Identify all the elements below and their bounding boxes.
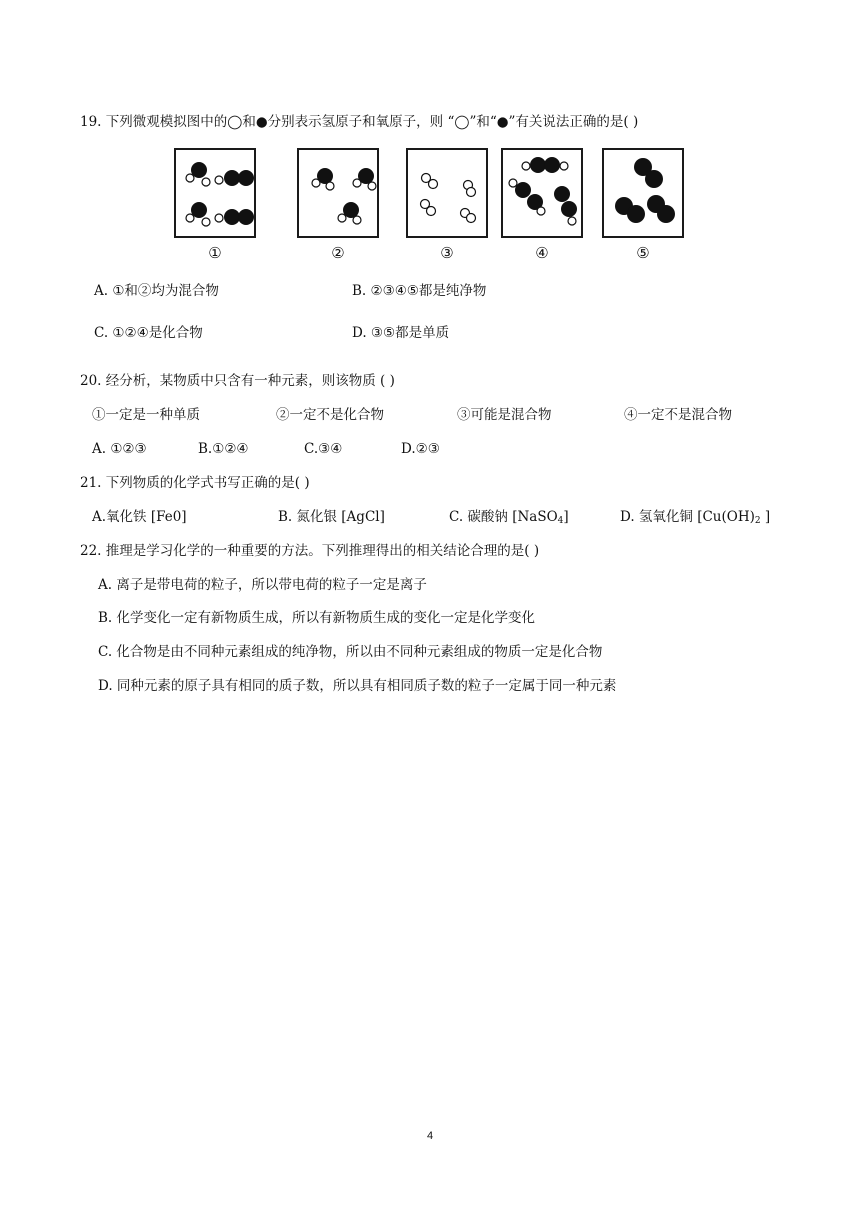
- q20-statement-2: ②一定不是化合物: [276, 407, 384, 423]
- diagram-box-4: [501, 148, 583, 238]
- q20-option-d: D.②③: [401, 441, 440, 457]
- q21-option-d-end: ]: [760, 509, 771, 525]
- mixed-molecules-icon: [503, 150, 581, 236]
- q22-stem: 22. 推理是学习化学的一种重要的方法。下列推理得出的相关结论合理的是( ): [80, 543, 540, 559]
- q21-option-a: A.氧化铁 [Fe0]: [92, 509, 187, 525]
- q21-option-c-text: C. 碳酸钠 [NaSO: [449, 509, 558, 525]
- q19-option-d: D. ③⑤都是单质: [352, 325, 450, 341]
- q19-option-c: C. ①②④是化合物: [94, 325, 203, 341]
- q21-option-b: B. 氮化银 [AgCl]: [278, 509, 385, 525]
- oxygen-molecules-icon: [604, 150, 682, 236]
- diagram-label-1: ①: [208, 244, 222, 262]
- diagram-label-4: ④: [535, 244, 549, 262]
- q20-option-b: B.①②④: [198, 441, 249, 457]
- q21-option-d-text: D. 氢氧化铜 [Cu(OH): [620, 509, 755, 525]
- q21-stem: 21. 下列物质的化学式书写正确的是( ): [80, 475, 310, 491]
- q20-option-c: C.③④: [304, 441, 343, 457]
- hydrogen-molecules-icon: [408, 150, 486, 236]
- q21-option-c-subscript: 4: [557, 516, 564, 526]
- q22-option-b: B. 化学变化一定有新物质生成，所以有新物质生成的变化一定是化学变化: [98, 610, 536, 626]
- q20-statement-4: ④一定不是混合物: [624, 407, 732, 423]
- q20-statement-3: ③可能是混合物: [457, 407, 552, 423]
- q22-option-a: A. 离子是带电荷的粒子，所以带电荷的粒子一定是离子: [98, 577, 427, 593]
- q19-option-b: B. ②③④⑤都是纯净物: [352, 283, 487, 299]
- page-number: 4: [426, 1130, 434, 1142]
- diagram-label-3: ③: [440, 244, 454, 262]
- diagram-box-5: [602, 148, 684, 238]
- q22-option-c: C. 化合物是由不同种元素组成的纯净物，所以由不同种元素组成的物质一定是化合物: [98, 644, 603, 660]
- diagram-label-5: ⑤: [636, 244, 650, 262]
- water-molecules-icon: [299, 150, 377, 236]
- q21-option-c: [449, 508, 569, 526]
- q21-option-c-end: ]: [563, 509, 569, 525]
- q20-statement-1: ①一定是一种单质: [92, 407, 200, 423]
- q20-option-a: A. ①②③: [92, 441, 147, 457]
- q22-option-d: D. 同种元素的原子具有相同的质子数，所以具有相同质子数的粒子一定属于同一种元素: [98, 678, 617, 694]
- diagram-label-2: ②: [331, 244, 345, 262]
- q19-stem: 19. 下列微观模拟图中的◯和●分别表示氢原子和氧原子，则 “◯”和“●”有关说法正确的是( ): [80, 114, 639, 130]
- diagram-box-1: [174, 148, 256, 238]
- diagram-box-3: [406, 148, 488, 238]
- q20-stem: 20. 经分析，某物质中只含有一种元素，则该物质 ( ): [80, 373, 395, 389]
- diagram-box-2: [297, 148, 379, 238]
- q19-option-a: A. ①和②均为混合物: [94, 283, 219, 299]
- q21-option-d-subscript: 2: [754, 516, 761, 526]
- q21-option-d: [620, 508, 770, 526]
- h2o-and-o2-molecules-icon: [176, 150, 254, 236]
- molecule-diagram: [170, 148, 690, 266]
